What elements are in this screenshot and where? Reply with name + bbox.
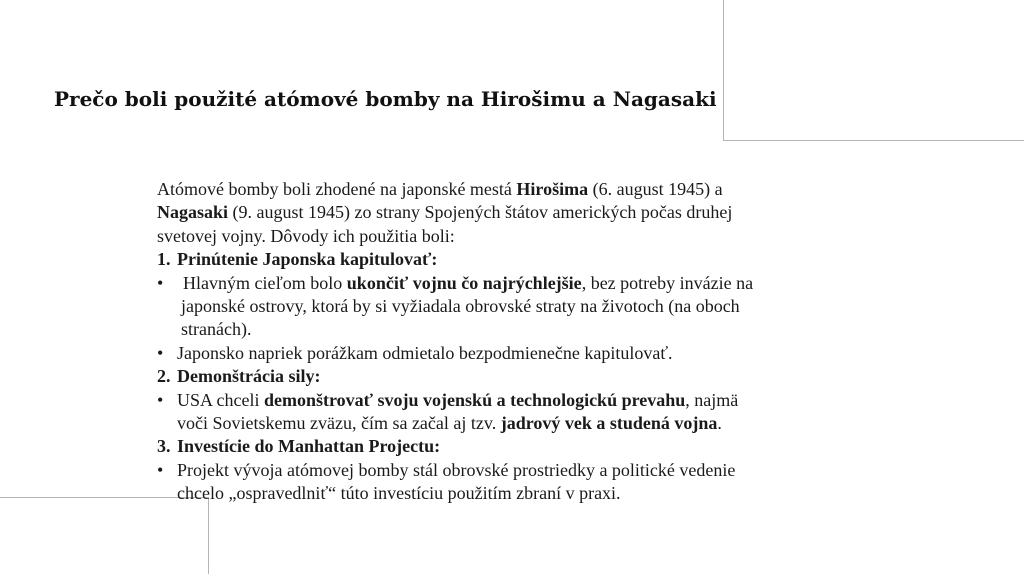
intro-text: (9. august 1945) zo strany Spojených štátov amerických počas druhej bbox=[228, 202, 733, 223]
section-heading-1 bbox=[157, 248, 917, 271]
bullet-bold: demonštrovať svoju vojenskú a technologickú prevahu bbox=[264, 389, 686, 410]
bullet-continuation bbox=[157, 482, 917, 505]
bullet-bold: jadrový vek a studená vojna bbox=[500, 412, 718, 433]
bullet-continuation bbox=[157, 295, 917, 318]
bullet-line bbox=[157, 272, 917, 295]
section-heading-text: Demonštrácia sily: bbox=[177, 366, 321, 387]
bullet-continuation bbox=[157, 412, 917, 435]
frame-line-top-vertical bbox=[723, 0, 724, 141]
section-heading-3 bbox=[157, 435, 917, 458]
bullet-text: japonské ostrovy, ktorá by si vyžiadala obrovské straty na životoch (na oboch bbox=[181, 295, 740, 316]
bullet-text: chcelo „ospravedlniť“ túto investíciu použitím zbraní v praxi. bbox=[177, 483, 621, 504]
intro-bold: Hirošima bbox=[516, 179, 589, 199]
frame-line-top-horizontal bbox=[723, 140, 1024, 141]
bullet-line bbox=[157, 342, 917, 365]
bullet-text: Projekt vývoja atómovej bomby stál obrovské prostriedky a politické vedenie bbox=[177, 459, 736, 480]
slide-body bbox=[157, 178, 917, 505]
bullet-continuation bbox=[157, 318, 917, 341]
section-number: 2. bbox=[157, 366, 171, 387]
section-heading-text: Investície do Manhattan Projectu: bbox=[177, 436, 441, 457]
bullet-text: , najmä bbox=[685, 389, 739, 410]
slide-title: Prečo boli použité atómové bomby na Hirošimu a Nagasaki bbox=[54, 87, 717, 111]
bullet-text: Hlavným cieľom bolo bbox=[183, 272, 347, 293]
intro-text: (6. august 1945) a bbox=[588, 179, 723, 199]
bullet-text: . bbox=[717, 412, 722, 433]
bullet-text: voči Sovietskemu zväzu, čím sa začal aj tzv. bbox=[177, 412, 501, 433]
section-number: 3. bbox=[157, 436, 171, 457]
section-heading-text: Prinútenie Japonska kapitulovať: bbox=[177, 249, 438, 270]
intro-bold: Nagasaki bbox=[157, 202, 229, 223]
intro-line-2 bbox=[157, 201, 917, 224]
frame-line-bottom-vertical bbox=[208, 497, 209, 574]
intro-text: svetovej vojny. Dôvody ich použitia boli: bbox=[157, 225, 455, 246]
bullet-icon: • bbox=[157, 389, 164, 410]
bullet-icon: • bbox=[157, 459, 164, 480]
bullet-text: USA chceli bbox=[177, 389, 264, 410]
bullet-text: Japonsko napriek porážkam odmietalo bezpodmienečne kapitulovať. bbox=[177, 342, 673, 363]
bullet-line bbox=[157, 389, 917, 412]
bullet-line bbox=[157, 459, 917, 482]
bullet-text: stranách). bbox=[181, 319, 252, 340]
bullet-bold: ukončiť vojnu čo najrýchlejšie bbox=[346, 272, 582, 293]
section-heading-2 bbox=[157, 365, 917, 388]
bullet-text: , bez potreby invázie na bbox=[581, 272, 754, 293]
bullet-icon: • bbox=[157, 272, 164, 293]
section-number: 1. bbox=[157, 249, 171, 270]
intro-line-1 bbox=[157, 178, 917, 201]
intro-text: Atómové bomby boli zhodené na japonské mestá bbox=[157, 179, 517, 199]
intro-line-3 bbox=[157, 225, 917, 248]
bullet-icon: • bbox=[157, 342, 164, 363]
